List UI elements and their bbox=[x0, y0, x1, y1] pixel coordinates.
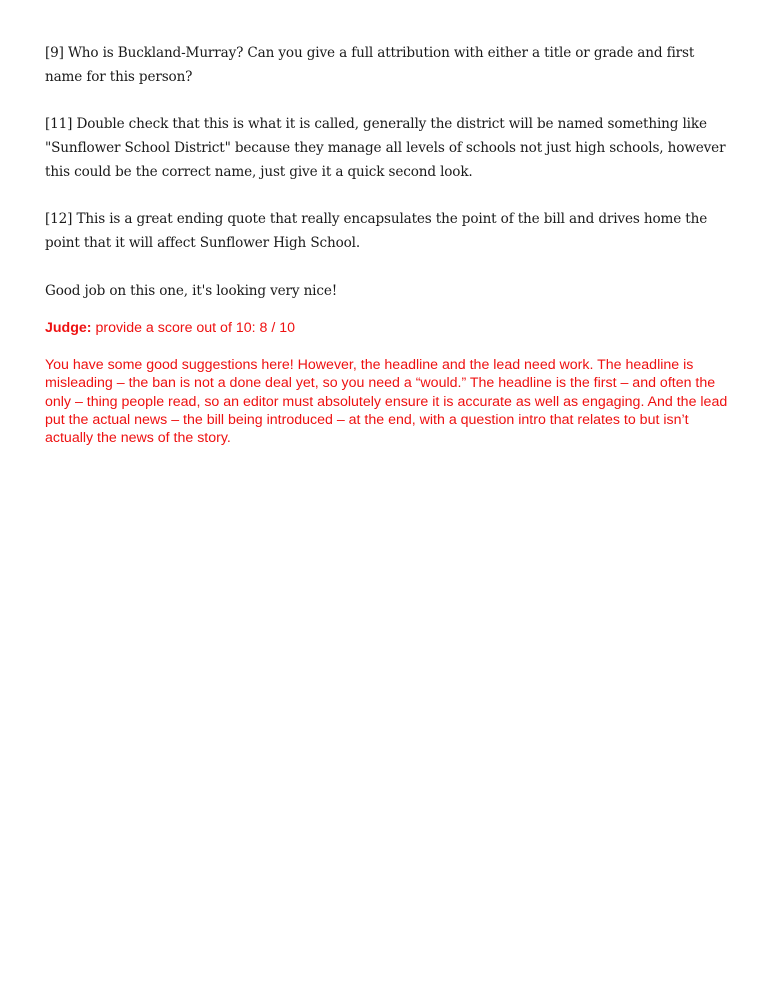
closing-remark: Good job on this one, it's looking very nice! bbox=[45, 283, 338, 299]
comment-12: [12] This is a great ending quote that really encapsulates the point of the bill and drives home the point that it will affect Sunflower High School. bbox=[45, 211, 708, 251]
comment-9: [9] Who is Buckland-Murray? Can you give a full attribution with either a title or grade and first name for this person? bbox=[45, 45, 695, 85]
comment-11: [11] Double check that this is what it is called, generally the district will be named something like "Sunflower School District" because they manage all levels of schools not just high schools, however this could be the correct name, just give it a quick second look. bbox=[45, 116, 726, 180]
judge-score-prompt: provide a score out of 10: 8 / 10 bbox=[91, 320, 295, 336]
judge-label: Judge: bbox=[45, 320, 92, 336]
judge-feedback: You have some good suggestions here! However, the headline and the lead need work. The headline is misleading – the ban is not a done deal yet, so you need a “would.” The headline is the first – and often the only – thing people read, so an editor must absolutely ensure it is accurate as well as engaging. And the lead put the actual news – the bill being introduced – at the end, with a question intro that relates to but isn’t actually the news of the story. bbox=[45, 357, 728, 447]
judge-score-line bbox=[45, 319, 735, 337]
